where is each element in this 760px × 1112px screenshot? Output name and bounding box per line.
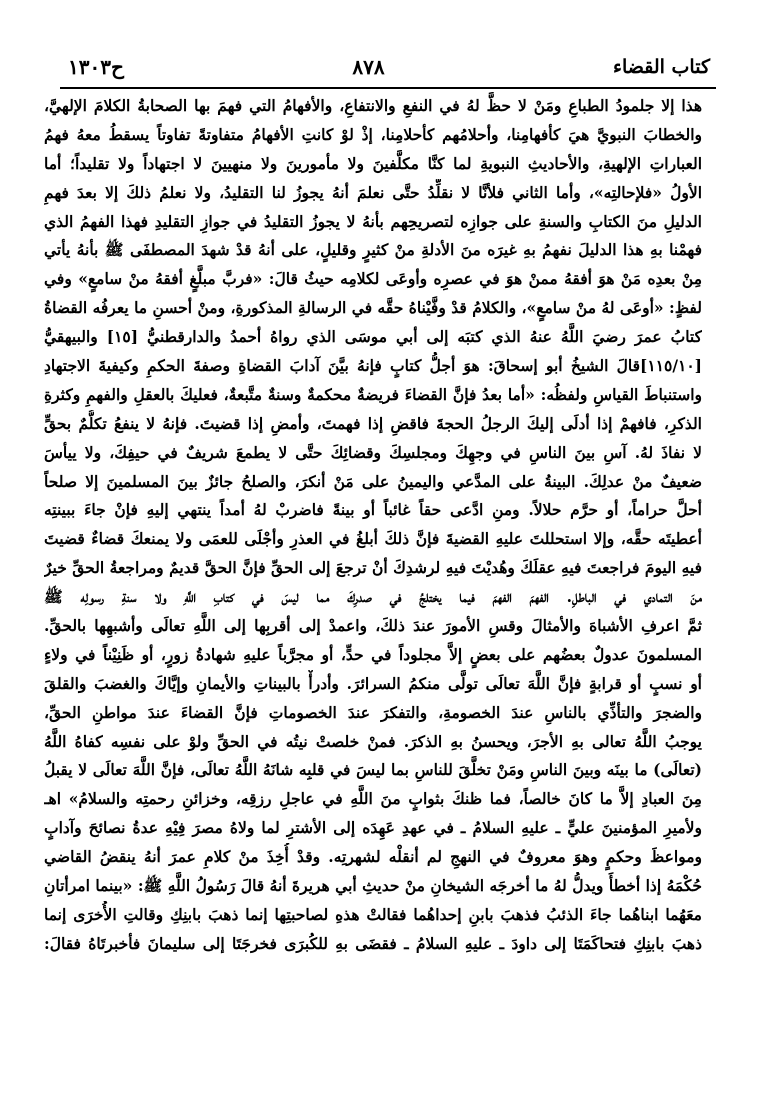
- text-line: واستنباطَ القياسِ ولفظُه: «أما بعدُ فإنَّ القضاءَ فريضةٌ محكمةٌ وسنةٌ متَّبعةٌ، فعليكَ بالعقلِ والفهمِ وكثرةِ: [44, 384, 702, 404]
- text-line: العباراتِ الإلهيةِ، والأحاديثِ النبويةِ لما كنَّا مكلَّفينَ ولا مأمورينَ ولا منهيينَ لا اجتهاداً ولا تقليداً؛ أما: [44, 153, 702, 173]
- text-line: كتابُ عمرَ رضيَ اللَّهُ عنهُ الذي كتبَه إلى أبي موسَى الذي رواهُ أحمدُ والدارقطنيُّ [١٥] والبيهقيُّ: [44, 327, 702, 347]
- page-number: ٨٧٨: [352, 55, 385, 79]
- text-line: الذكرِ، فافهمْ إذا أدلَى إليكَ الرجلُ الحجةَ فاقضِ إذا فهمتَ، وأمضِ إذا قضيتَ. فإنهُ لا ينفعُ تكلُّمٌ بحقٍّ: [44, 413, 702, 433]
- body-text: [44, 92, 702, 959]
- text-line: مِنَ العبادِ إلاَّ ما كانَ خالصاً، فما ظنكَ بثوابٍ منَ اللَّهِ في عاجلِ رزقِه، وخزائنِ رحمتِه والسلامُ» اهـ: [44, 789, 702, 809]
- text-line: والضجرَ والتأذِّي بالناسِ عندَ الخصومةِ، والتفكرَ عندَ الخصوماتِ فإنَّ القضاءَ عندَ مواطنِ الحقِّ،: [44, 702, 702, 722]
- text-line: معَهُما ابناهُما جاءَ الذئبُ فذهبَ بابنِ إحداهُما فقالتْ هذهِ لصاحبتِها إنما ذهبَ بابنِكِ وقالتِ الأُخرَى إنما: [44, 904, 702, 924]
- text-line: المسلمونَ عدولٌ بعضُهم على بعضٍ إلاَّ مجلوداً في حدٍّ، أو مجرَّباً عليهِ شهادةُ زورٍ، أو ظَنِيْناً في ولاءٍ: [44, 644, 702, 664]
- text-line: ذهبَ بابنِكِ فتحاكَمَتَا إلى داودَ ـ عليهِ السلامُ ـ فقضَى بهِ للكُبرَى فخرجَتَا إلى سليمانَ فأخبرتَاهُ فقالَ:: [44, 933, 702, 953]
- text-line: الأولُ «فلإحالتِه»، وأما الثاني فلأنَّا لا نقلِّدُ حتَّى نعلمَ أنهُ يجوزُ لنا التقليدُ، ولا نعلمُ ذلكَ إلا بعدَ فهمِ: [44, 182, 702, 202]
- text-line: (تعالَى) ما بينَه وبينَ الناسِ ومَنْ تخلَّقَ للناسِ بما ليسَ في قلبِه شانَهُ اللَّهُ تعالَى، فإنَّ اللَّهَ تعالَى لا يقبلُ: [44, 760, 702, 780]
- text-line: منَ التمادي في الباطلِ. الفهمَ الفهمَ فيما يختلجُ في صدرِكَ مما ليسَ في كتابِ اللَّهِ ولا سنةِ رسولِه ﷺ: [44, 587, 702, 607]
- text-line: ضعيفٌ منْ عدلِكَ. البينةُ على المدَّعي واليمينُ على مَنْ أنكرَ، والصلحُ جائزٌ بينَ المسلمينَ إلا صلحاً: [44, 471, 702, 491]
- text-line: الدليلِ منَ الكتابِ والسنةِ على جوازِه لتصريحِهم بأنهُ لا يجوزُ التقليدُ في جوازِ التقليدِ فهذا الفهمُ الذي: [44, 211, 702, 231]
- text-line: أحلَّ حراماً، أو حرَّم حلالاً. ومنِ ادَّعى حقاً غائباً أو بينةً فاضربْ لهُ أمداً ينتهي إليهِ فإنْ جاءَ ببينتِه: [44, 500, 702, 520]
- text-line: حُكْمَهُ إذا أخطأَ ويدلُّ لهُ ما أخرجَه الشيخانِ منْ حديثِ أبي هريرةَ أنهُ قالَ رَسُولُ اللَّهِ ﷺ: «بينما امرأتانِ: [44, 876, 702, 896]
- hadith-number: ح١٣٠٣: [68, 55, 124, 79]
- text-line: يوجبُ اللَّهُ تعالى بهِ الأجرَ، ويحسنُ بهِ الذكرَ. فمنْ خلصتْ نيتُه في الحقِّ ولوْ على نفسِه كفاهُ اللَّهُ: [44, 731, 702, 751]
- page-header: [68, 52, 710, 82]
- text-line: هذا إلا جلمودُ الطباعِ ومَنْ لا حظَّ لهُ في النفعِ والانتفاعِ، والأفهامُ التي فهمَ بها الصحابةُ الكلامَ الإلهيَّ،: [44, 96, 702, 115]
- text-line: ثمَّ اعرفِ الأشباهَ والأمثالَ وقسِ الأمورَ عندَ ذلكَ، واعمدْ إلى أقربِها إلى اللَّهِ تعالَى وأشبهِها بالحقِّ.: [44, 616, 702, 636]
- header-rule: [60, 87, 716, 89]
- text-line: ومواعظَ وحكمٍ وهوَ معروفٌ في النهجِ لم أنقلْه لشهرتِه. وقدْ أُخِذَ منْ كلامِ عمرَ أنهُ ينقضُ القاضي: [44, 847, 702, 867]
- text-line: ولأميرِ المؤمنينَ عليٍّ ـ عليهِ السلامُ ـ في عهدِ عَهِدَه إلى الأشترِ لما ولاهُ مصرَ فِيْهِ عدةُ نصائحَ وآدابٍ: [44, 818, 702, 838]
- text-line: لا نفاذَ لهُ. آسِ بينَ الناسِ في وجهِكَ ومجلسِكَ وقضائِكَ حتَّى لا يطمعَ شريفٌ في حيفِكَ، ولا ييأسَ: [44, 442, 702, 462]
- text-line: فهمْنا بهِ هذا الدليلَ نفهمُ بهِ غيرَه منَ الأدلةِ منْ كثيرٍ وقليلٍ، على أنهُ قدْ شهدَ المصطفَى ﷺ بأنهُ يأتي: [44, 240, 702, 260]
- text-line: والخطابَ النبويَّ هيَ كأفهامِنا، وأحلامُهم كأحلامِنا، إذْ لوْ كانتِ الأفهامُ متفاوتةً تفاوتاً يسقطُ معهُ فهمُ: [44, 124, 702, 144]
- book-title: كتاب القضاء: [613, 56, 710, 78]
- text-line: فيهِ اليومَ فراجعتَ فيهِ عقلَكَ وهُديْتَ فيهِ لرشدِكَ أنْ ترجعَ إلى الحقِّ فإنَّ الحقَّ قديمٌ ومراجعةُ الحقِّ خيرٌ: [44, 558, 702, 578]
- text-line: لفظٍ: «أوعَى لهُ منْ سامعٍ»، والكلامُ قدْ وفَّيْناهُ حقَّه في الرسالةِ المذكورةِ، ومنْ أحسنِ ما يعرفُه القضاةُ: [44, 298, 702, 318]
- text-line: [١١٥/١٠]قالَ الشيخُ أبو إسحاقَ: هوَ أجلُّ كتابٍ فإنهُ بيَّنَ آدابَ القضاةِ وصفةَ الحكمِ وكيفيةَ الاجتهادِ: [44, 356, 702, 376]
- text-line: أعطيتَه حقَّه، وإلا استحللتَ عليهِ القضيةَ فإنَّ ذلكَ أبلغُ في العذرِ وأجْلَى للعمَى ولا يمنعكَ قضاءٌ قضيتَ: [44, 529, 702, 549]
- text-line: أو نسبٍ أو قرابةٍ فإنَّ اللَّهَ تعالَى تولَّى منكمُ السرائرَ. وأدرأْ بالبيناتِ والأيمانِ وإيَّاكَ والغضبَ والقلقَ: [44, 673, 702, 693]
- text-line: مِنْ بعدِه مَنْ هوَ أفقهُ ممنْ هوَ في عصرِه وأوعَى لكلامِه حيثُ قالَ: «فربَّ مبلَّغٍ أفقهُ منْ سامعٍ» وفي: [44, 269, 702, 289]
